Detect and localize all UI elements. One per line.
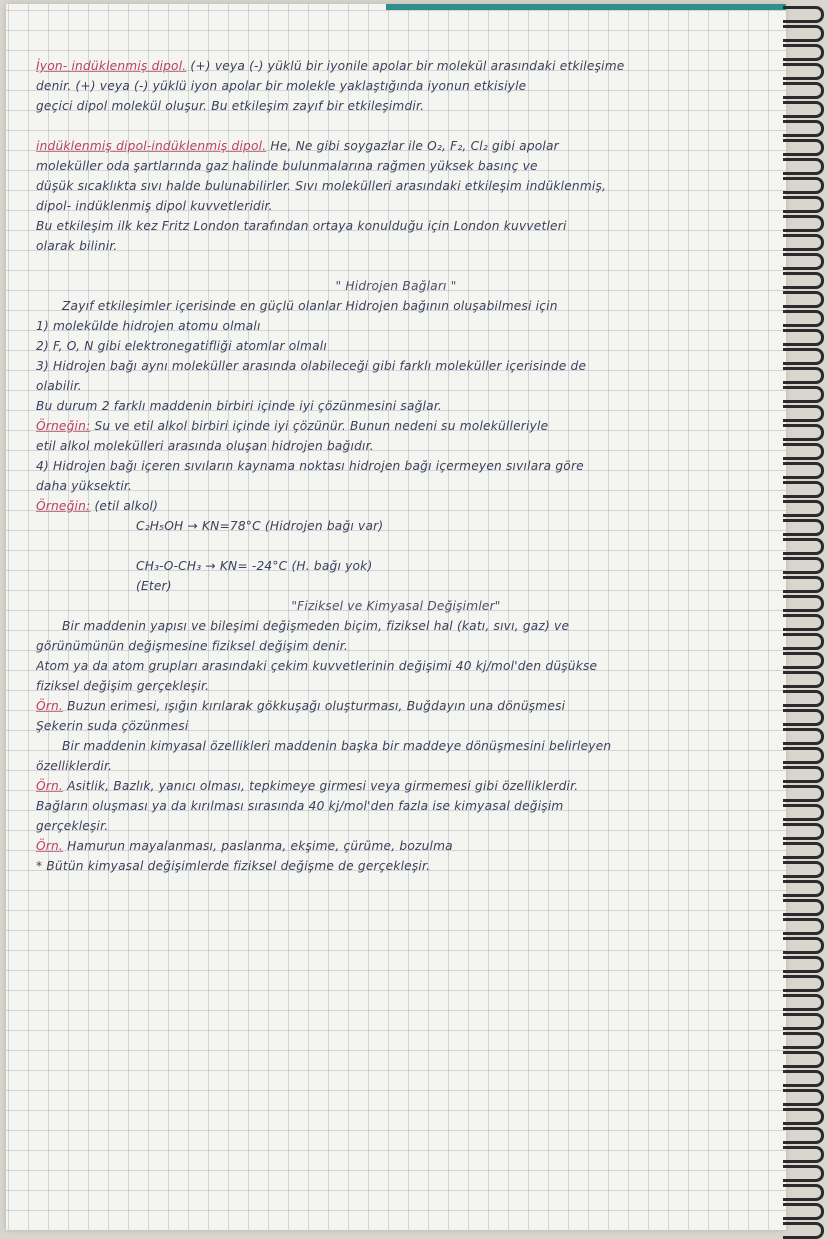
note-text: 2) F, O, N gibi elektronegatifliği atomlar olmalı	[36, 339, 327, 353]
note-line	[36, 416, 756, 436]
spiral-ring	[783, 538, 824, 555]
note-text: görünümünün değişmesine fiziksel değişim denir.	[36, 639, 348, 653]
highlighted-term: Örn.	[36, 779, 64, 793]
spiral-ring	[783, 1051, 824, 1068]
note-line	[36, 496, 756, 516]
note-line	[36, 616, 756, 636]
note-line	[36, 756, 756, 776]
note-line	[36, 256, 756, 276]
note-line	[36, 196, 756, 216]
note-text: Bu etkileşim ilk kez Fritz London tarafından ortaya konulduğu için London kuvvetleri	[36, 219, 567, 233]
note-text: özelliklerdir.	[36, 759, 113, 773]
note-line	[36, 696, 756, 716]
spiral-ring	[783, 63, 824, 80]
note-line	[36, 356, 756, 376]
spiral-ring	[783, 1146, 824, 1163]
spiral-ring	[783, 291, 824, 308]
spiral-ring	[783, 994, 824, 1011]
note-line	[36, 796, 756, 816]
spiral-ring	[783, 177, 824, 194]
spiral-ring	[783, 139, 824, 156]
spiral-ring	[783, 842, 824, 859]
note-line	[36, 316, 756, 336]
spiral-ring	[783, 367, 824, 384]
spiral-ring	[783, 918, 824, 935]
spiral-ring	[783, 690, 824, 707]
note-line	[36, 676, 756, 696]
highlighted-term: Örn.	[36, 699, 64, 713]
spiral-ring	[783, 956, 824, 973]
note-text: He, Ne gibi soygazlar ile O₂, F₂, Cl₂ gibi apolar	[266, 139, 559, 153]
spiral-ring	[783, 975, 824, 992]
note-text: Zayıf etkileşimler içerisinde en güçlü olanlar Hidrojen bağının oluşabilmesi için	[62, 299, 558, 313]
note-text: gerçekleşir.	[36, 819, 109, 833]
spiral-ring	[783, 709, 824, 726]
spiral-ring	[783, 671, 824, 688]
spiral-ring	[783, 120, 824, 137]
note-text: Bir maddenin yapısı ve bileşimi değişmeden biçim, fiziksel hal (katı, sıvı, gaz) ve	[62, 619, 570, 633]
note-text: 1) molekülde hidrojen atomu olmalı	[36, 319, 261, 333]
highlighted-term: Örneğin:	[36, 499, 91, 513]
spiral-ring	[783, 633, 824, 650]
spiral-ring	[783, 44, 824, 61]
spiral-ring	[783, 766, 824, 783]
note-line	[36, 216, 756, 236]
spiral-ring	[783, 823, 824, 840]
section-heading: " Hidrojen Bağları "	[335, 279, 457, 293]
note-line	[36, 436, 756, 456]
note-line	[36, 596, 756, 616]
note-text: Bu durum 2 farklı maddenin birbiri içinde iyi çözünmesini sağlar.	[36, 399, 442, 413]
note-line	[36, 736, 756, 756]
note-line	[36, 816, 756, 836]
spiral-ring	[783, 348, 824, 365]
note-line	[36, 96, 756, 116]
note-line	[36, 136, 756, 156]
spiral-ring	[783, 500, 824, 517]
spiral-ring	[783, 1032, 824, 1049]
spiral-ring	[783, 652, 824, 669]
note-line	[36, 176, 756, 196]
note-text: olabilir.	[36, 379, 82, 393]
spiral-ring	[783, 1203, 824, 1220]
spiral-ring	[783, 196, 824, 213]
note-line	[36, 336, 756, 356]
note-text: Şekerin suda çözünmesi	[36, 719, 189, 733]
note-line	[36, 236, 756, 256]
chemical-formula: CH₃-O-CH₃ → KN= -24°C (H. bağı yok)	[136, 559, 373, 573]
note-line	[36, 556, 756, 576]
highlighted-term: İyon- indüklenmiş dipol.	[36, 59, 187, 73]
spiral-ring	[783, 234, 824, 251]
spiral-ring	[783, 899, 824, 916]
spiral-ring	[783, 804, 824, 821]
spiral-ring	[783, 747, 824, 764]
spiral-ring	[783, 481, 824, 498]
spiral-ring	[783, 576, 824, 593]
note-line	[36, 276, 756, 296]
spiral-binding	[782, 0, 828, 1233]
note-line	[36, 56, 756, 76]
note-text: etil alkol molekülleri arasında oluşan hidrojen bağıdır.	[36, 439, 374, 453]
spiral-ring	[783, 728, 824, 745]
spiral-ring	[783, 25, 824, 42]
note-text: Atom ya da atom grupları arasındaki çekim kuvvetlerinin değişimi 40 kj/mol'den düşükse	[36, 659, 598, 673]
note-text: fiziksel değişim gerçekleşir.	[36, 679, 210, 693]
note-text: Hamurun mayalanması, paslanma, ekşime, çürüme, bozulma	[63, 839, 453, 853]
note-text: 4) Hidrojen bağı içeren sıvıların kaynama noktası hidrojen bağı içermeyen sıvılara göre	[36, 459, 584, 473]
spiral-ring	[783, 310, 824, 327]
spiral-ring	[783, 519, 824, 536]
note-line	[36, 516, 756, 536]
note-text: geçici dipol molekül oluşur. Bu etkileşim zayıf bir etkileşimdir.	[36, 99, 425, 113]
note-text: olarak bilinir.	[36, 239, 118, 253]
spiral-ring	[783, 253, 824, 270]
spiral-ring	[783, 424, 824, 441]
note-line	[36, 296, 756, 316]
spiral-ring	[783, 861, 824, 878]
spiral-ring	[783, 215, 824, 232]
note-text: Buzun erimesi, ışığın kırılarak gökkuşağı oluşturması, Buğdayın una dönüşmesi	[63, 699, 566, 713]
note-line	[36, 776, 756, 796]
note-text: daha yüksektir.	[36, 479, 133, 493]
chemical-formula: C₂H₅OH → KN=78°C (Hidrojen bağı var)	[136, 519, 384, 533]
spiral-ring	[783, 386, 824, 403]
note-text: Asitlik, Bazlık, yanıcı olması, tepkimeye girmesi veya girmemesi gibi özelliklerdir.	[63, 779, 579, 793]
spiral-ring	[783, 1108, 824, 1125]
note-line	[36, 536, 756, 556]
spiral-ring	[783, 1127, 824, 1144]
note-text: * Bütün kimyasal değişimlerde fiziksel değişme de gerçekleşir.	[36, 859, 431, 873]
note-text: Bir maddenin kimyasal özellikleri maddenin başka bir maddeye dönüşmesini belirleyen	[62, 739, 612, 753]
spiral-ring	[783, 1222, 824, 1239]
notebook-cover-edge	[386, 4, 786, 10]
spiral-ring	[783, 1089, 824, 1106]
spiral-ring	[783, 614, 824, 631]
note-text: düşük sıcaklıkta sıvı halde bulunabilirler. Sıvı molekülleri arasındaki etkileşim indüklenmiş,	[36, 179, 607, 193]
spiral-ring	[783, 1184, 824, 1201]
spiral-ring	[783, 557, 824, 574]
spiral-ring	[783, 158, 824, 175]
note-line	[36, 76, 756, 96]
spiral-ring	[783, 101, 824, 118]
notebook-page	[6, 4, 786, 1230]
note-line	[36, 476, 756, 496]
highlighted-term: Örneğin:	[36, 419, 91, 433]
section-heading: "Fiziksel ve Kimyasal Değişimler"	[291, 599, 501, 613]
note-line	[36, 156, 756, 176]
spiral-ring	[783, 82, 824, 99]
note-line	[36, 836, 756, 856]
note-text: (etil alkol)	[90, 499, 159, 513]
highlighted-term: indüklenmiş dipol-indüklenmiş dipol.	[36, 139, 267, 153]
handwritten-notes	[36, 56, 756, 876]
note-line	[36, 456, 756, 476]
note-text: moleküller oda şartlarında gaz halinde bulunmalarına rağmen yüksek basınç ve	[36, 159, 538, 173]
spiral-ring	[783, 6, 824, 23]
note-line	[36, 636, 756, 656]
note-line	[36, 716, 756, 736]
note-text: Su ve etil alkol birbiri içinde iyi çözünür. Bunun nedeni su molekülleriyle	[90, 419, 549, 433]
spiral-ring	[783, 462, 824, 479]
chemical-formula: (Eter)	[136, 579, 172, 593]
note-line	[36, 396, 756, 416]
spiral-ring	[783, 1165, 824, 1182]
spiral-ring	[783, 880, 824, 897]
note-text: Bağların oluşması ya da kırılması sırasında 40 kj/mol'den fazla ise kimyasal değişim	[36, 799, 564, 813]
spiral-ring	[783, 329, 824, 346]
note-text: (+) veya (-) yüklü bir iyonile apolar bir molekül arasındaki etkileşime	[186, 59, 625, 73]
spiral-ring	[783, 785, 824, 802]
note-text: 3) Hidrojen bağı aynı moleküller arasında olabileceği gibi farklı moleküller içerisinde de	[36, 359, 587, 373]
spiral-ring	[783, 937, 824, 954]
spiral-ring	[783, 405, 824, 422]
spiral-ring	[783, 272, 824, 289]
note-line	[36, 656, 756, 676]
spiral-ring	[783, 1070, 824, 1087]
spiral-ring	[783, 443, 824, 460]
spiral-ring	[783, 1013, 824, 1030]
note-line	[36, 116, 756, 136]
note-line	[36, 856, 756, 876]
spiral-ring	[783, 595, 824, 612]
note-line	[36, 576, 756, 596]
note-line	[36, 376, 756, 396]
note-text: denir. (+) veya (-) yüklü iyon apolar bir molekle yaklaştığında iyonun etkisiyle	[36, 79, 527, 93]
note-text: dipol- indüklenmiş dipol kuvvetleridir.	[36, 199, 273, 213]
highlighted-term: Örn.	[36, 839, 64, 853]
